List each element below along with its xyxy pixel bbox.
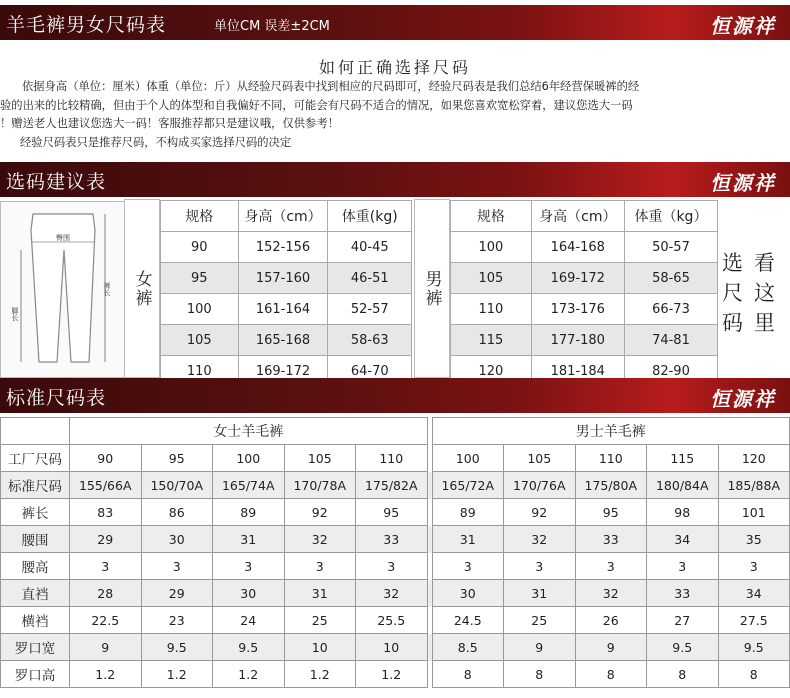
standard-bar bbox=[0, 378, 790, 413]
group-header-row bbox=[1, 418, 790, 445]
men-value-cell: 31 bbox=[504, 580, 576, 607]
size-cell: 105 bbox=[451, 263, 532, 294]
women-group-header: 女士羊毛裤 bbox=[70, 418, 428, 445]
women-value-cell: 1.2 bbox=[356, 661, 428, 688]
women-value-cell: 89 bbox=[213, 499, 285, 526]
intro-heading: 如何正确选择尺码 bbox=[318, 58, 471, 77]
men-value-cell: 27.5 bbox=[718, 607, 790, 634]
row-label: 腰高 bbox=[1, 553, 70, 580]
women-value-cell: 1.2 bbox=[70, 661, 142, 688]
men-value-cell: 34 bbox=[647, 526, 719, 553]
men-value-cell: 8 bbox=[575, 661, 647, 688]
header-bar bbox=[0, 5, 790, 40]
height-cell: 157-160 bbox=[238, 263, 328, 294]
men-value-cell: 165/72A bbox=[432, 472, 504, 499]
men-value-cell: 175/80A bbox=[575, 472, 647, 499]
women-value-cell: 165/74A bbox=[213, 472, 285, 499]
diagram-length: 裤长 bbox=[103, 282, 111, 296]
men-value-cell: 34 bbox=[718, 580, 790, 607]
suggest-section bbox=[0, 198, 790, 378]
row-label: 腰围 bbox=[1, 526, 70, 553]
table-row bbox=[1, 607, 790, 634]
women-value-cell: 25.5 bbox=[356, 607, 428, 634]
men-value-cell: 92 bbox=[504, 499, 576, 526]
men-value-cell: 95 bbox=[575, 499, 647, 526]
row-label: 直裆 bbox=[1, 580, 70, 607]
men-value-cell: 9 bbox=[504, 634, 576, 661]
men-value-cell: 8 bbox=[504, 661, 576, 688]
men-value-cell: 30 bbox=[432, 580, 504, 607]
size-cell: 100 bbox=[451, 232, 532, 263]
men-group-header: 男士羊毛裤 bbox=[432, 418, 790, 445]
women-value-cell: 150/70A bbox=[141, 472, 213, 499]
women-value-cell: 83 bbox=[70, 499, 142, 526]
women-value-cell: 175/82A bbox=[356, 472, 428, 499]
col-weight: 体重(kg) bbox=[328, 201, 412, 232]
women-value-cell: 3 bbox=[141, 553, 213, 580]
men-value-cell: 9.5 bbox=[647, 634, 719, 661]
women-value-cell: 86 bbox=[141, 499, 213, 526]
men-value-cell: 8.5 bbox=[432, 634, 504, 661]
women-value-cell: 105 bbox=[284, 445, 356, 472]
col-size: 规格 bbox=[451, 201, 532, 232]
women-value-cell: 1.2 bbox=[284, 661, 356, 688]
table-header-row bbox=[451, 201, 718, 232]
women-value-cell: 9.5 bbox=[213, 634, 285, 661]
height-cell: 169-172 bbox=[238, 356, 328, 387]
men-suggest-table bbox=[450, 200, 718, 387]
men-value-cell: 170/76A bbox=[504, 472, 576, 499]
size-cell: 110 bbox=[161, 356, 239, 387]
women-value-cell: 31 bbox=[284, 580, 356, 607]
page-title: 羊毛裤男女尺码表 bbox=[6, 14, 167, 36]
weight-cell: 58-63 bbox=[328, 325, 412, 356]
women-value-cell: 30 bbox=[141, 526, 213, 553]
table-row bbox=[451, 294, 718, 325]
brand-logo: 恒源祥 bbox=[710, 171, 776, 195]
suggest-title: 选码建议表 bbox=[6, 171, 107, 193]
women-value-cell: 95 bbox=[141, 445, 213, 472]
row-label: 罗口高 bbox=[1, 661, 70, 688]
women-value-cell: 95 bbox=[356, 499, 428, 526]
intro-line-2: 验的出来的比较精确，但由于个人的体型和自我偏好不同，可能会有尺码不适合的情况，如果您喜欢宽松穿着，建议您选大一码 bbox=[0, 98, 633, 112]
women-value-cell: 10 bbox=[284, 634, 356, 661]
table-row bbox=[451, 263, 718, 294]
women-value-cell: 29 bbox=[141, 580, 213, 607]
table-row bbox=[161, 263, 412, 294]
women-value-cell: 22.5 bbox=[70, 607, 142, 634]
men-value-cell: 105 bbox=[504, 445, 576, 472]
men-value-cell: 101 bbox=[718, 499, 790, 526]
table-row bbox=[1, 472, 790, 499]
men-value-cell: 24.5 bbox=[432, 607, 504, 634]
col-weight: 体重（kg） bbox=[624, 201, 717, 232]
men-value-cell: 9.5 bbox=[718, 634, 790, 661]
men-value-cell: 100 bbox=[432, 445, 504, 472]
table-row bbox=[1, 661, 790, 688]
table-row bbox=[1, 580, 790, 607]
women-value-cell: 1.2 bbox=[141, 661, 213, 688]
men-value-cell: 8 bbox=[718, 661, 790, 688]
weight-cell: 74-81 bbox=[624, 325, 717, 356]
women-value-cell: 3 bbox=[356, 553, 428, 580]
height-cell: 173-176 bbox=[531, 294, 624, 325]
size-cell: 90 bbox=[161, 232, 239, 263]
men-value-cell: 33 bbox=[575, 526, 647, 553]
height-cell: 165-168 bbox=[238, 325, 328, 356]
col-height: 身高（cm） bbox=[238, 201, 328, 232]
women-label: 女裤 bbox=[124, 199, 160, 378]
row-label: 裤长 bbox=[1, 499, 70, 526]
see-here-column: 选 尺 码 bbox=[722, 251, 751, 335]
men-value-cell: 89 bbox=[432, 499, 504, 526]
women-value-cell: 9 bbox=[70, 634, 142, 661]
size-cell: 110 bbox=[451, 294, 532, 325]
table-row bbox=[161, 294, 412, 325]
weight-cell: 58-65 bbox=[624, 263, 717, 294]
women-value-cell: 32 bbox=[356, 580, 428, 607]
men-value-cell: 3 bbox=[647, 553, 719, 580]
men-label: 男裤 bbox=[414, 199, 450, 378]
women-value-cell: 3 bbox=[284, 553, 356, 580]
women-value-cell: 32 bbox=[284, 526, 356, 553]
men-value-cell: 8 bbox=[647, 661, 719, 688]
table-row bbox=[1, 553, 790, 580]
row-label: 标准尺码 bbox=[1, 472, 70, 499]
women-value-cell: 28 bbox=[70, 580, 142, 607]
men-value-cell: 32 bbox=[575, 580, 647, 607]
men-value-cell: 9 bbox=[575, 634, 647, 661]
table-row bbox=[1, 526, 790, 553]
men-value-cell: 31 bbox=[432, 526, 504, 553]
weight-cell: 66-73 bbox=[624, 294, 717, 325]
women-value-cell: 3 bbox=[70, 553, 142, 580]
women-value-cell: 31 bbox=[213, 526, 285, 553]
height-cell: 169-172 bbox=[531, 263, 624, 294]
women-value-cell: 155/66A bbox=[70, 472, 142, 499]
women-suggest-table bbox=[160, 200, 412, 387]
table-row bbox=[161, 325, 412, 356]
men-value-cell: 25 bbox=[504, 607, 576, 634]
men-value-cell: 27 bbox=[647, 607, 719, 634]
table-row bbox=[451, 325, 718, 356]
col-size: 规格 bbox=[161, 201, 239, 232]
height-cell: 164-168 bbox=[531, 232, 624, 263]
women-value-cell: 3 bbox=[213, 553, 285, 580]
weight-cell: 52-57 bbox=[328, 294, 412, 325]
women-value-cell: 92 bbox=[284, 499, 356, 526]
women-value-cell: 24 bbox=[213, 607, 285, 634]
row-label: 罗口宽 bbox=[1, 634, 70, 661]
men-value-cell: 3 bbox=[504, 553, 576, 580]
women-value-cell: 23 bbox=[141, 607, 213, 634]
women-value-cell: 33 bbox=[356, 526, 428, 553]
women-value-cell: 170/78A bbox=[284, 472, 356, 499]
height-cell: 161-164 bbox=[238, 294, 328, 325]
table-row bbox=[1, 499, 790, 526]
weight-cell: 40-45 bbox=[328, 232, 412, 263]
height-cell: 181-184 bbox=[531, 356, 624, 387]
pants-icon bbox=[1, 202, 125, 377]
women-value-cell: 1.2 bbox=[213, 661, 285, 688]
row-label: 工厂尺码 bbox=[1, 445, 70, 472]
standard-title: 标准尺码表 bbox=[6, 387, 107, 409]
intro-line-3: ！赠送老人也建议您选大一码！客服推荐都只是建议哦，仅供参考！ bbox=[0, 117, 339, 130]
weight-cell: 50-57 bbox=[624, 232, 717, 263]
size-cell: 95 bbox=[161, 263, 239, 294]
row-label: 横裆 bbox=[1, 607, 70, 634]
men-value-cell: 35 bbox=[718, 526, 790, 553]
diagram-waist: 臀围 bbox=[56, 234, 70, 242]
table-row bbox=[1, 445, 790, 472]
men-value-cell: 110 bbox=[575, 445, 647, 472]
table-row bbox=[451, 232, 718, 263]
table-row bbox=[1, 634, 790, 661]
women-value-cell: 30 bbox=[213, 580, 285, 607]
men-value-cell: 3 bbox=[575, 553, 647, 580]
standard-size-table bbox=[0, 417, 790, 688]
men-value-cell: 8 bbox=[432, 661, 504, 688]
women-value-cell: 25 bbox=[284, 607, 356, 634]
size-cell: 120 bbox=[451, 356, 532, 387]
men-value-cell: 32 bbox=[504, 526, 576, 553]
women-value-cell: 9.5 bbox=[141, 634, 213, 661]
see-here-column: 看 这 里 bbox=[754, 251, 783, 335]
corner-cell bbox=[1, 418, 70, 445]
size-cell: 100 bbox=[161, 294, 239, 325]
intro-text bbox=[0, 58, 790, 152]
men-value-cell: 185/88A bbox=[718, 472, 790, 499]
women-value-cell: 110 bbox=[356, 445, 428, 472]
brand-logo: 恒源祥 bbox=[710, 14, 776, 38]
intro-line-1: 依据身高（单位：厘米）体重（单位：斤）从经验尺码表中找到相应的尺码即可，经验尺码表是我们总结6年经营保暖裤的经 bbox=[22, 80, 640, 93]
women-value-cell: 90 bbox=[70, 445, 142, 472]
weight-cell: 82-90 bbox=[624, 356, 717, 387]
men-value-cell: 180/84A bbox=[647, 472, 719, 499]
height-cell: 152-156 bbox=[238, 232, 328, 263]
diagram-inseam: 脚长 bbox=[11, 307, 19, 321]
brand-logo: 恒源祥 bbox=[710, 387, 776, 411]
height-cell: 177-180 bbox=[531, 325, 624, 356]
men-value-cell: 115 bbox=[647, 445, 719, 472]
col-height: 身高（cm） bbox=[531, 201, 624, 232]
weight-cell: 46-51 bbox=[328, 263, 412, 294]
men-value-cell: 3 bbox=[432, 553, 504, 580]
pants-diagram bbox=[0, 201, 126, 378]
women-value-cell: 100 bbox=[213, 445, 285, 472]
men-value-cell: 120 bbox=[718, 445, 790, 472]
unit-note: 单位CM 误差±2CM bbox=[214, 19, 330, 34]
table-header-row bbox=[161, 201, 412, 232]
men-value-cell: 98 bbox=[647, 499, 719, 526]
women-value-cell: 29 bbox=[70, 526, 142, 553]
size-cell: 105 bbox=[161, 325, 239, 356]
men-value-cell: 33 bbox=[647, 580, 719, 607]
women-value-cell: 10 bbox=[356, 634, 428, 661]
men-value-cell: 26 bbox=[575, 607, 647, 634]
intro-line-4: 经验尺码表只是推荐尺码，不构成买家选择尺码的决定 bbox=[20, 135, 292, 149]
weight-cell: 64-70 bbox=[328, 356, 412, 387]
men-value-cell: 3 bbox=[718, 553, 790, 580]
table-row bbox=[161, 232, 412, 263]
size-cell: 115 bbox=[451, 325, 532, 356]
suggest-bar bbox=[0, 162, 790, 197]
